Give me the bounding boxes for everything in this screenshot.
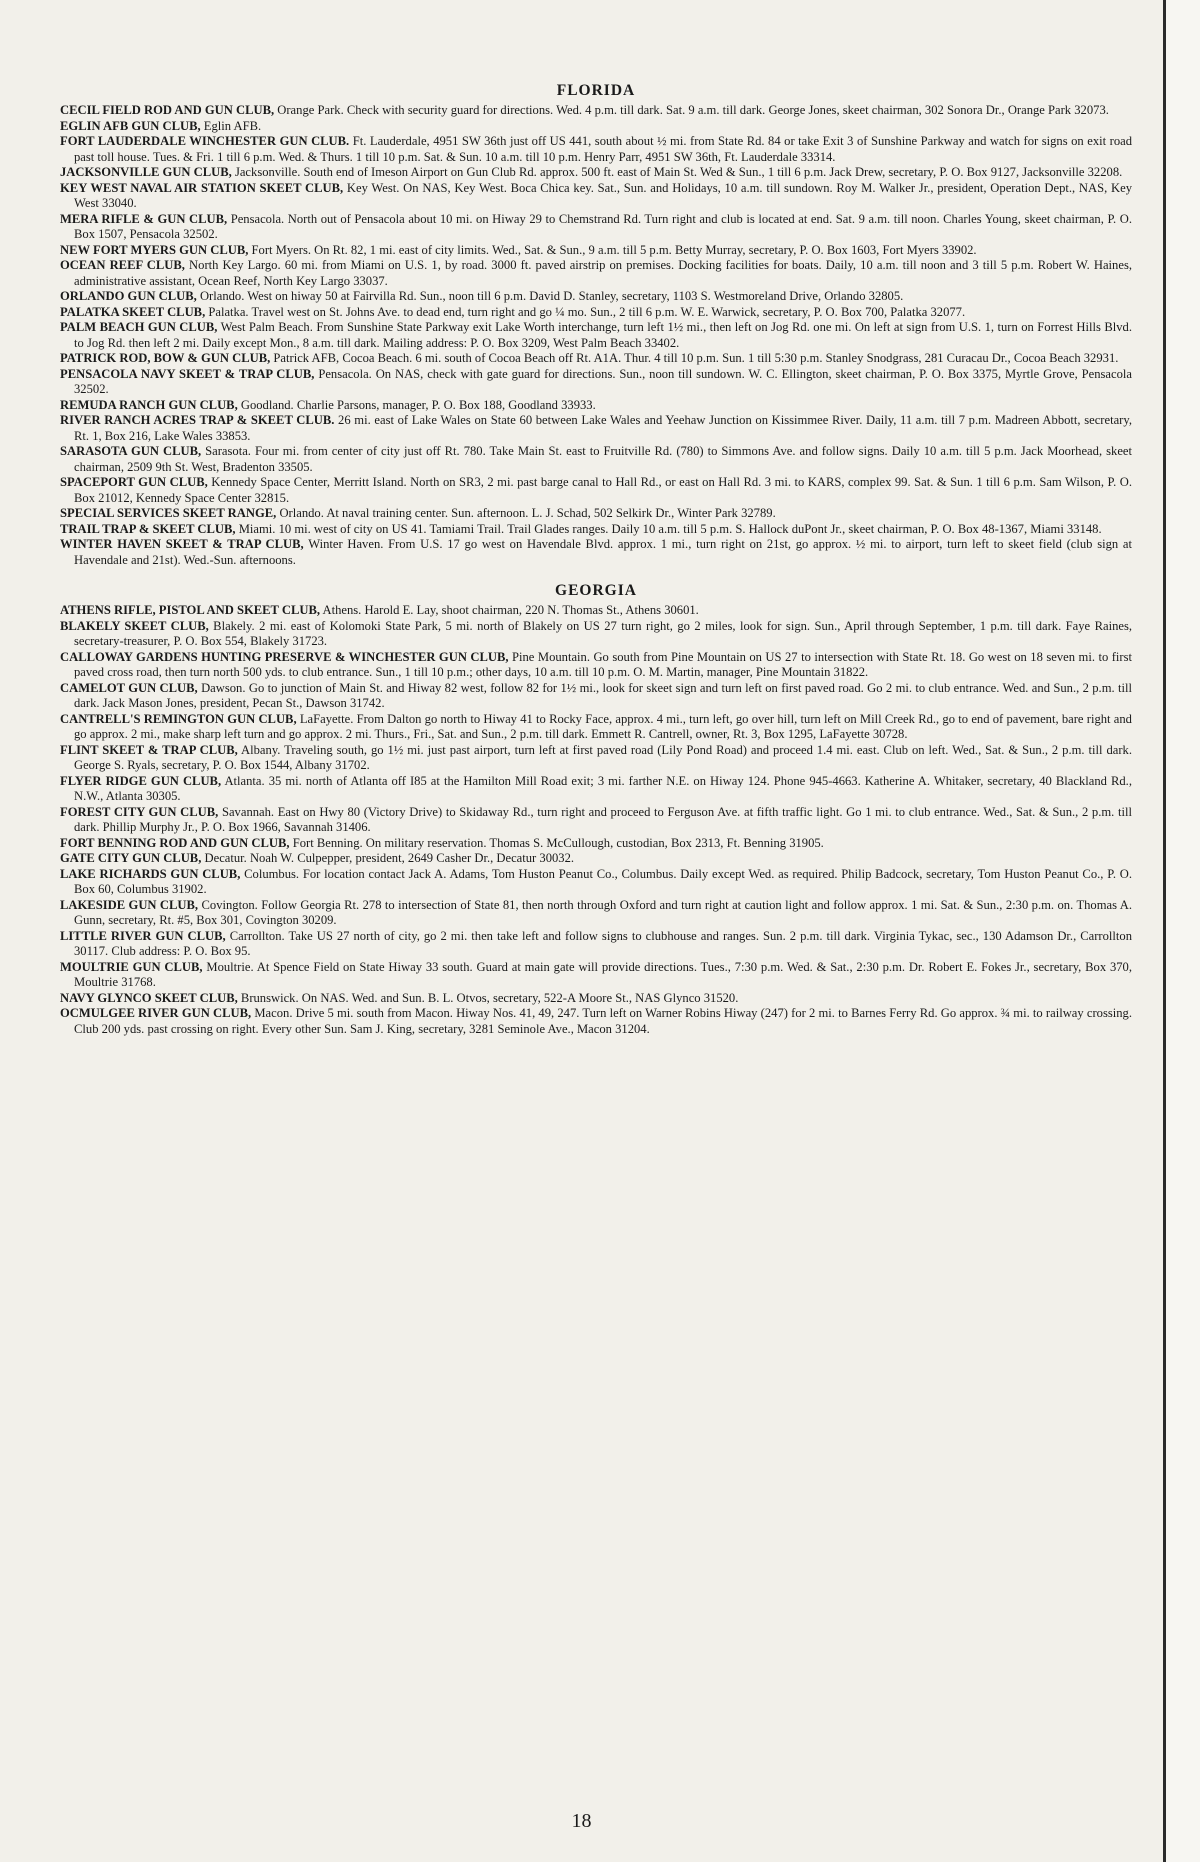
- club-name: FLINT SKEET & TRAP CLUB,: [60, 742, 238, 757]
- club-details: Fort Myers. On Rt. 82, 1 mi. east of city limits. Wed., Sat. & Sun., 9 a.m. till 5 p.m. Betty Murray, secretary, P. O. Box 1603, Fort Myers 33902.: [248, 242, 977, 257]
- club-details: Kennedy Space Center, Merritt Island. North on SR3, 2 mi. past barge canal to Hall Rd., or east on Hall Rd. 3 mi. to KARS, complex 99. Sat. & Sun. 1 till 6 p.m. Sam Wilson, P. O. Box 21012, Kennedy Space Center 32815.: [74, 475, 1132, 505]
- club-details: Key West. On NAS, Key West. Boca Chica key. Sat., Sun. and Holidays, 10 a.m. till sundown. Roy M. Walker Jr., president, Operation Dept., NAS, Key West 33040.: [74, 180, 1132, 210]
- club-details: Pine Mountain. Go south from Pine Mountain on US 27 to intersection with State Rt. 18. Go west on 18 seven mi. to first paved cross road, then turn north 500 yds. to club entrance. Sun., 1 till 10 p.m.; other days, 10 a.m. till 10 p.m. O. M. Martin, manager, Pine Mountain 31822.: [74, 649, 1133, 679]
- club-entry: [60, 603, 1132, 619]
- club-details: Fort Benning. On military reservation. Thomas S. McCullough, custodian, Box 2313, Ft. Benning 31905.: [289, 835, 824, 850]
- club-name: PENSACOLA NAVY SKEET & TRAP CLUB,: [60, 366, 315, 381]
- club-entry: [60, 836, 1132, 852]
- club-details: Winter Haven. From U.S. 17 go west on Havendale Blvd. approx. 1 mi., turn right on 21st, go approx. ½ mi. to airport, turn left to skeet field (club sign at Havendale and 21st). Wed.-Sun. afternoons.: [74, 537, 1132, 567]
- club-name: OCEAN REEF CLUB,: [60, 258, 185, 272]
- club-name: SPECIAL SERVICES SKEET RANGE,: [60, 506, 277, 520]
- club-name: CALLOWAY GARDENS HUNTING PRESERVE & WINCHESTER GUN CLUB,: [60, 649, 509, 664]
- club-details: West Palm Beach. From Sunshine State Parkway exit Lake Worth interchange, turn left 1½ mi., then left on Jog Rd. one mi. On left at sign from U.S. 1, turn on Forrest Hills Blvd. to Jog Rd. then left 2 mi. Daily except Mon., 8 a.m. till dark. Mailing address: P. O. Box 3209, West Palm Beach 33402.: [74, 320, 1132, 350]
- club-name: BLAKELY SKEET CLUB,: [60, 618, 209, 633]
- club-details: Brunswick. On NAS. Wed. and Sun. B. L. Otvos, secretary, 522-A Moore St., NAS Glynco 31520.: [237, 990, 739, 1005]
- club-details: Atlanta. 35 mi. north of Atlanta off I85 at the Hamilton Mill Road exit; 3 mi. farther N.E. on Hiway 124. Phone 945-4663. Katherine A. Whitaker, secretary, 40 Blackland Rd., N.W., Atlanta 30305.: [74, 773, 1132, 803]
- club-name: REMUDA RANCH GUN CLUB,: [60, 397, 238, 412]
- club-details: Orange Park. Check with security guard for directions. Wed. 4 p.m. till dark. Sat. 9 a.m. till dark. George Jones, skeet chairman, 302 Sonora Dr., Orange Park 32073.: [274, 103, 1109, 117]
- club-name: SARASOTA GUN CLUB,: [60, 444, 202, 458]
- club-details: Moultrie. At Spence Field on State Hiway 33 south. Guard at main gate will provide directions. Tues., 7:30 p.m. Wed. & Sat., 2:30 p.m. Dr. Robert E. Fokes Jr., secretary, Box 370, Moultrie 31768.: [74, 959, 1132, 989]
- club-name: SPACEPORT GUN CLUB,: [60, 475, 208, 489]
- club-details: Orlando. West on hiway 50 at Fairvilla Rd. Sun., noon till 6 p.m. David D. Stanley, secretary, 1103 S. Westmoreland Drive, Orlando 32805.: [196, 289, 904, 303]
- facing-page-edge: [1163, 0, 1200, 1862]
- club-details: Savannah. East on Hwy 80 (Victory Drive) to Skidaway Rd., turn right and proceed to Ferguson Ave. at fifth traffic light. Go 1 mi. to club entrance. Wed., Sat. & Sun., 2 p.m. till dark. Phillip Murphy Jr., P. O. Box 1966, Savannah 31406.: [74, 804, 1132, 834]
- club-name: PALATKA SKEET CLUB,: [60, 304, 206, 319]
- club-name: FORT BENNING ROD AND GUN CLUB,: [60, 835, 290, 850]
- club-entry: [60, 398, 1132, 414]
- club-entry: [60, 1006, 1132, 1037]
- club-name: LAKESIDE GUN CLUB,: [60, 897, 199, 912]
- club-entry: [60, 243, 1132, 259]
- club-name: MERA RIFLE & GUN CLUB,: [60, 211, 228, 226]
- club-name: WINTER HAVEN SKEET & TRAP CLUB,: [60, 537, 304, 551]
- club-entry: [60, 743, 1132, 774]
- club-entry: [60, 320, 1132, 351]
- club-details: Goodland. Charlie Parsons, manager, P. O. Box 188, Goodland 33933.: [237, 397, 596, 412]
- club-entry: [60, 165, 1132, 181]
- club-entry: [60, 506, 1132, 522]
- club-name: LAKE RICHARDS GUN CLUB,: [60, 866, 241, 881]
- club-details: 26 mi. east of Lake Wales on State 60 between Lake Wales and Yeehaw Junction on Kissimmee River. Daily, 11 a.m. till 7 p.m. Madreen Abbott, secretary, Rt. 1, Box 216, Lake Wales 33853.: [74, 413, 1132, 443]
- club-entry: [60, 134, 1132, 165]
- club-entry: [60, 305, 1132, 321]
- club-entry: [60, 898, 1132, 929]
- club-entry: [60, 258, 1132, 289]
- club-name: RIVER RANCH ACRES TRAP & SKEET CLUB.: [60, 413, 335, 427]
- club-name: OCMULGEE RIVER GUN CLUB,: [60, 1006, 252, 1020]
- page-number: 18: [571, 1810, 592, 1832]
- club-name: CECIL FIELD ROD AND GUN CLUB,: [60, 103, 275, 117]
- club-details: Jacksonville. South end of Imeson Airport on Gun Club Rd. approx. 500 ft. east of Main St. Wed & Sun., 1 till 6 p.m. Jack Drew, secretary, P. O. Box 9127, Jacksonville 32208.: [231, 165, 1123, 179]
- club-name: EGLIN AFB GUN CLUB,: [60, 118, 201, 133]
- club-entry: [60, 712, 1132, 743]
- club-entry: [60, 537, 1132, 568]
- club-details: LaFayette. From Dalton go north to Hiway 41 to Rocky Face, approx. 4 mi., turn left, go over hill, turn left on Mill Creek Rd., go to end of pavement, bare right and go approx. 2 mi., make sharp left turn and go approx. 2 mi. Thurs., Fri., Sat. and Sun., 2 p.m. till dark. Emmett R. Cantrell, owner, Rt. 3, Box 1295, LaFayette 30728.: [74, 711, 1132, 741]
- club-entry: [60, 475, 1132, 506]
- club-details: Eglin AFB.: [200, 118, 262, 133]
- club-name: LITTLE RIVER GUN CLUB,: [60, 928, 226, 943]
- directory-listing: [60, 82, 1132, 1037]
- club-name: FORT LAUDERDALE WINCHESTER GUN CLUB.: [60, 134, 350, 148]
- club-entry: [60, 805, 1132, 836]
- club-entry: [60, 867, 1132, 898]
- club-details: Miami. 10 mi. west of city on US 41. Tamiami Trail. Trail Glades ranges. Daily 10 a.m. till 5 p.m. S. Hallock duPont Jr., skeet chairman, P. O. Box 48-1367, Miami 33148.: [235, 521, 1102, 536]
- club-entry: [60, 289, 1132, 305]
- club-entry: [60, 367, 1132, 398]
- club-entry: [60, 619, 1132, 650]
- club-name: KEY WEST NAVAL AIR STATION SKEET CLUB,: [60, 180, 344, 195]
- club-entry: [60, 929, 1132, 960]
- club-name: TRAIL TRAP & SKEET CLUB,: [60, 521, 236, 536]
- club-entry: [60, 413, 1132, 444]
- state-heading: GEORGIA: [555, 582, 637, 599]
- club-entry: [60, 522, 1132, 538]
- club-name: GATE CITY GUN CLUB,: [60, 851, 202, 865]
- state-heading: FLORIDA: [556, 82, 636, 99]
- club-entry: [60, 650, 1132, 681]
- club-name: JACKSONVILLE GUN CLUB,: [60, 165, 232, 179]
- club-name: MOULTRIE GUN CLUB,: [60, 959, 203, 974]
- club-entry: [60, 774, 1132, 805]
- club-details: Athens. Harold E. Lay, shoot chairman, 220 N. Thomas St., Athens 30601.: [320, 603, 699, 617]
- club-name: PATRICK ROD, BOW & GUN CLUB,: [60, 351, 271, 365]
- club-entry: [60, 991, 1132, 1007]
- club-details: North Key Largo. 60 mi. from Miami on U.S. 1, by road. 3000 ft. paved airstrip on premises. Docking facilities for boats. Daily, 10 a.m. till noon and 3 till 5 p.m. Robert W. Haines, administrative assistant, Ocean Reef, North Key Largo 33037.: [74, 258, 1132, 288]
- club-name: ATHENS RIFLE, PISTOL AND SKEET CLUB,: [60, 603, 321, 617]
- club-entry: [60, 103, 1132, 119]
- club-entry: [60, 681, 1132, 712]
- club-details: Blakely. 2 mi. east of Kolomoki State Park, 5 mi. north of Blakely on US 27 turn right, go 2 miles, look for sign. Sun., April through September, 1 p.m. till dark. Faye Raines, secretary-treasurer, P. O. Box 554, Blakely 31723.: [74, 618, 1133, 648]
- club-entry: [60, 351, 1132, 367]
- club-entry: [60, 960, 1132, 991]
- club-details: Pensacola. On NAS, check with gate guard for directions. Sun., noon till sundown. W. C. Ellington, skeet chairman, P. O. Box 3375, Myrtle Grove, Pensacola 32502.: [74, 366, 1132, 396]
- club-details: Orlando. At naval training center. Sun. afternoon. L. J. Schad, 502 Selkirk Dr., Winter Park 32789.: [276, 506, 776, 520]
- club-details: Dawson. Go to junction of Main St. and Hiway 82 west, follow 82 for 1½ mi., look for skeet sign and turn left on first paved road. Go 2 mi. to club entrance. Wed. and Sun., 2 p.m. till dark. Jack Mason Jones, president, Pecan St., Dawson 31742.: [74, 680, 1133, 710]
- club-details: Palatka. Travel west on St. Johns Ave. to dead end, turn right and go ¼ mo. Sun., 2 till 6 p.m. W. E. Warwick, secretary, P. O. Box 700, Palatka 32077.: [205, 304, 966, 319]
- club-details: Ft. Lauderdale, 4951 SW 36th just off US 441, south about ½ mi. from State Rd. 84 or take Exit 3 of Sunshine Parkway and watch for signs on exit road past toll house. Tues. & Fri. 1 till 6 p.m. Wed. & Thurs. 1 till 10 p.m. Sat. & Sun. 10 a.m. till 10 p.m. Henry Parr, 4951 SW 36th, Ft. Lauderdale 33314.: [74, 134, 1133, 164]
- club-details: Decatur. Noah W. Culpepper, president, 2649 Casher Dr., Decatur 30032.: [201, 851, 575, 865]
- club-name: NAVY GLYNCO SKEET CLUB,: [60, 990, 238, 1005]
- club-name: NEW FORT MYERS GUN CLUB,: [60, 242, 249, 257]
- club-details: Pensacola. North out of Pensacola about 10 mi. on Hiway 29 to Chemstrand Rd. Turn right and club is located at end. Sat. 9 a.m. till noon. Charles Young, skeet chairman, P. O. Box 1507, Pensacola 32502.: [74, 211, 1133, 241]
- club-entry: [60, 212, 1132, 243]
- club-details: Covington. Follow Georgia Rt. 278 to intersection of State 81, then north through Oxford and turn right at caution light and follow approx. 1 mi. Sat. & Sun., 2:30 p.m. on. Thomas A. Gunn, secretary, Rt. #5, Box 301, Covington 30209.: [74, 897, 1132, 927]
- club-details: Macon. Drive 5 mi. south from Macon. Hiway Nos. 41, 49, 247. Turn left on Warner Robins Hiway (247) for 2 mi. to Barnes Ferry Rd. Go approx. ¾ mi. to railway crossing. Club 200 yds. past crossing on right. Every other Sun. Sam J. King, secretary, 3281 Seminole Ave., Macon 31204.: [74, 1006, 1132, 1036]
- club-name: CAMELOT GUN CLUB,: [60, 680, 198, 695]
- club-name: FLYER RIDGE GUN CLUB,: [60, 773, 222, 788]
- club-entry: [60, 181, 1132, 212]
- club-details: Albany. Traveling south, go 1½ mi. just past airport, turn left at first paved road (Lily Pond Road) and proceed 1.4 mi. east. Club on left. Wed., Sat. & Sun., 2 p.m. till dark. George S. Ryals, secretary, P. O. Box 1544, Albany 31702.: [74, 742, 1132, 772]
- club-entry: [60, 119, 1132, 135]
- club-details: Sarasota. Four mi. from center of city just off Rt. 780. Take Main St. east to Fruitville Rd. (780) to Simmons Ave. and follow signs. Daily 10 a.m. till 5 p.m. Jack Moorhead, skeet chairman, 2509 9th St. West, Bradenton 33505.: [74, 444, 1132, 474]
- club-entry: [60, 851, 1132, 867]
- club-details: Carrollton. Take US 27 north of city, go 2 mi. then take left and follow signs to clubhouse and ranges. Sun. 2 p.m. till dark. Virginia Tykac, sec., 130 Adamson Dr., Carrollton 30117. Club address: P. O. Box 95.: [74, 928, 1133, 958]
- club-name: FOREST CITY GUN CLUB,: [60, 804, 219, 819]
- club-details: Patrick AFB, Cocoa Beach. 6 mi. south of Cocoa Beach off Rt. A1A. Thur. 4 till 10 p.m. Sun. 1 till 5:30 p.m. Stanley Snodgrass, 281 Curacau Dr., Cocoa Beach 32931.: [270, 351, 1119, 365]
- club-name: PALM BEACH GUN CLUB,: [60, 320, 218, 334]
- club-name: ORLANDO GUN CLUB,: [60, 289, 197, 303]
- club-name: CANTRELL'S REMINGTON GUN CLUB,: [60, 711, 297, 726]
- club-entry: [60, 444, 1132, 475]
- club-details: Columbus. For location contact Jack A. Adams, Tom Huston Peanut Co., Columbus. Daily except Wed. as required. Philip Badcock, secretary, Tom Huston Peanut Co., P. O. Box 60, Columbus 31902.: [74, 866, 1132, 896]
